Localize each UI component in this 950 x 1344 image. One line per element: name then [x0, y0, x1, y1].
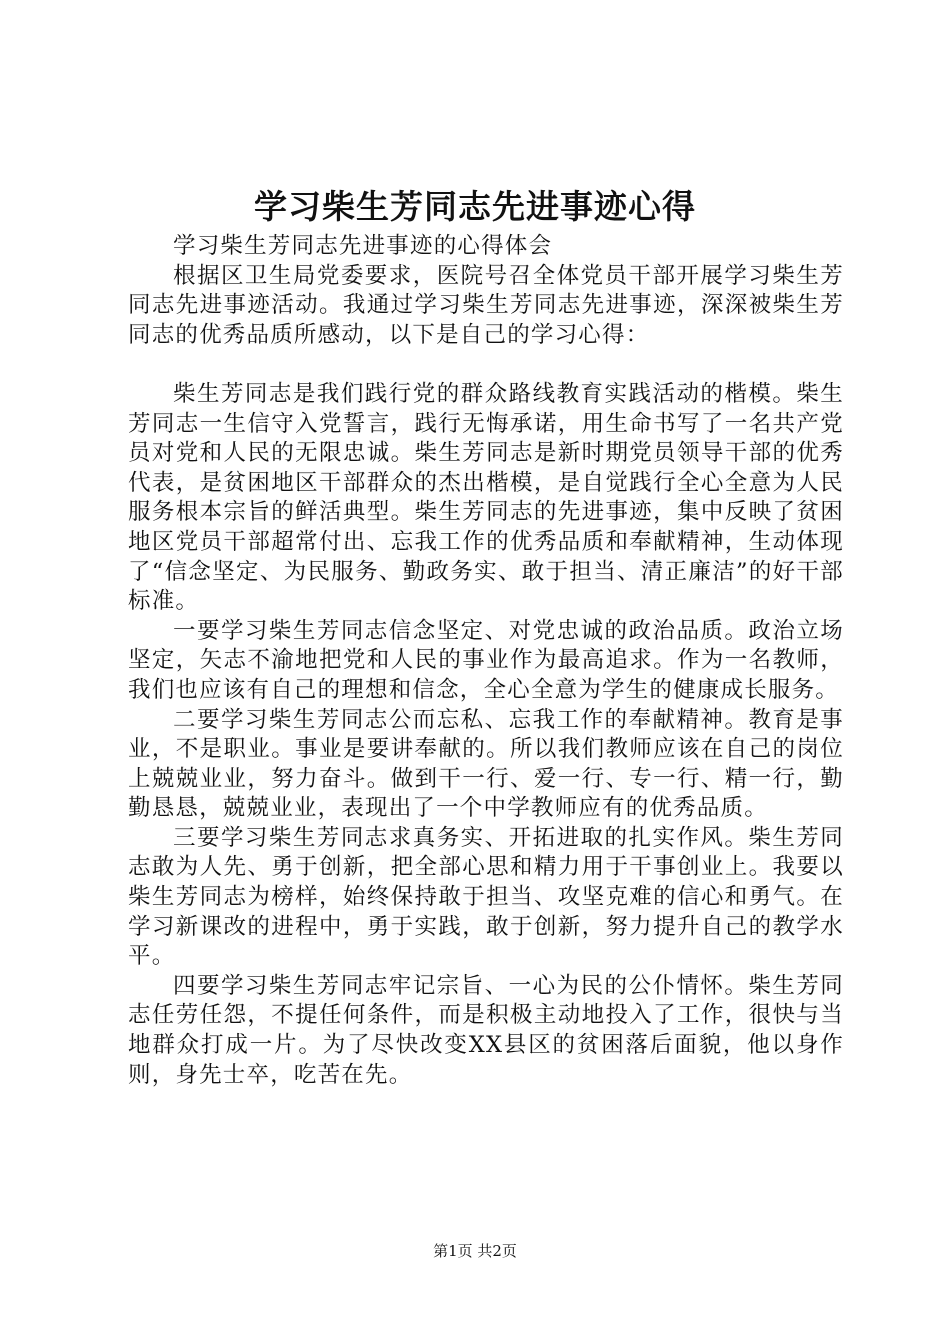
paragraph-point-two: 二要学习柴生芳同志公而忘私、忘我工作的奉献精神。教育是事业，不是职业。事业是要讲奉献的。所以我们教师应该在自己的岗位上兢兢业业，努力奋斗。做到干一行、爱一行、专一行、精一行，勤勤恳恳，兢兢业业，表现出了一个中学教师应有的优秀品质。 [128, 706, 844, 822]
paragraph-intro: 根据区卫生局党委要求，医院号召全体党员干部开展学习柴生芳同志先进事迹活动。我通过学习柴生芳同志先进事迹，深深被柴生芳同志的优秀品质所感动，以下是自己的学习心得： [128, 262, 844, 348]
paragraph-point-one: 一要学习柴生芳同志信念坚定、对党忠诚的政治品质。政治立场坚定，矢志不渝地把党和人民的事业作为最高追求。作为一名教师，我们也应该有自己的理想和信念，全心全意为学生的健康成长服务。 [128, 617, 844, 703]
document-body [128, 232, 844, 1090]
paragraph-point-three: 三要学习柴生芳同志求真务实、开拓进取的扎实作风。柴生芳同志敢为人先、勇于创新，把全部心思和精力用于干事创业上。我要以柴生芳同志为榜样，始终保持敢于担当、攻坚克难的信心和勇气。在学习新课改的进程中，勇于实践，敢于创新，努力提升自己的教学水平。 [128, 824, 844, 970]
page-number-footer: 第1页 共2页 [433, 1242, 517, 1260]
paragraph-role-model: 柴生芳同志是我们践行党的群众路线教育实践活动的楷模。柴生芳同志一生信守入党誓言，践行无悔承诺，用生命书写了一名共产党员对党和人民的无限忠诚。柴生芳同志是新时期党员领导干部的优秀代表，是贫困地区干部群众的杰出楷模，是自觉践行全心全意为人民服务根本宗旨的鲜活典型。柴生芳同志的先进事迹，集中反映了贫困地区党员干部超常付出、忘我工作的优秀品质和奉献精神，生动体现了“信念坚定、为民服务、勤政务实、敢于担当、清正廉洁”的好干部标准。 [128, 380, 844, 615]
paragraph-point-four: 四要学习柴生芳同志牢记宗旨、一心为民的公仆情怀。柴生芳同志任劳任怨，不提任何条件，而是积极主动地投入了工作，很快与当地群众打成一片。为了尽快改变XX县区的贫困落后面貌，他以身作则，身先士卒，吃苦在先。 [128, 972, 844, 1088]
paragraph-subtitle: 学习柴生芳同志先进事迹的心得体会 [173, 233, 553, 259]
document-title: 学习柴生芳同志先进事迹心得 [254, 187, 696, 226]
